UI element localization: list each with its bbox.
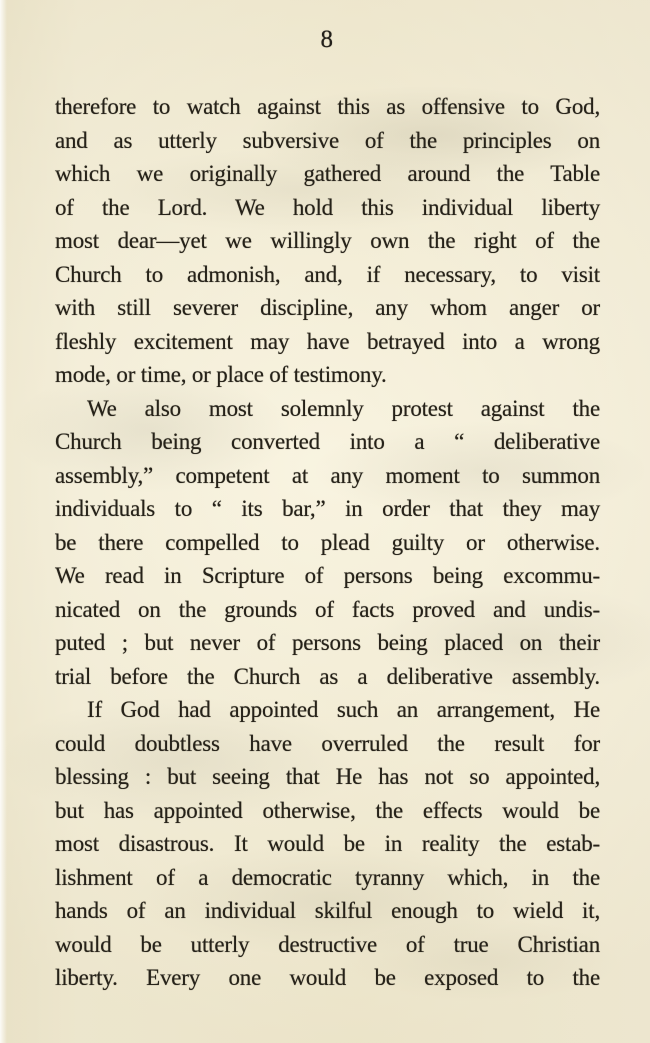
text-line: hands of an individual skilful enough to wield it, [55, 898, 600, 923]
paragraph-1 [55, 90, 600, 392]
body-text-block [55, 90, 600, 995]
text-line: We also most solemnly protest against the [87, 395, 600, 421]
scan-edge-artifact [0, 0, 7, 1043]
text-line: trial before the Church as a deliberative assembly. [55, 663, 600, 689]
text-line: fleshly excitement may have betrayed into a wrong [55, 328, 600, 354]
text-line: with still severer discipline, any whom anger or [55, 295, 600, 320]
text-line: would be utterly destructive of true Christian [55, 931, 600, 957]
text-line: We read in Scripture of persons being excommu- [55, 563, 600, 588]
text-line: nicated on the grounds of facts proved and undis- [55, 596, 600, 622]
text-line: individuals to “ its bar,” in order that they may [55, 496, 600, 521]
text-line: be there compelled to plead guilty or otherwise. [55, 529, 600, 555]
text-line: Church being converted into a “ deliberative [55, 429, 600, 454]
text-line: most dear—yet we willingly own the right of the [55, 228, 600, 253]
text-line: could doubtless have overruled the result for [55, 730, 600, 756]
text-line: of the Lord. We hold this individual liberty [55, 194, 600, 220]
text-line: most disastrous. It would be in reality the estab- [55, 831, 600, 856]
text-line: which we originally gathered around the Table [55, 161, 600, 186]
paragraph-2 [55, 392, 600, 694]
text-line: puted ; but never of persons being placed on their [55, 630, 600, 655]
text-line: therefore to watch against this as offensive to God, [55, 94, 600, 119]
page-number: 8 [320, 26, 334, 53]
text-line: but has appointed otherwise, the effects would be [55, 797, 600, 823]
text-line: assembly,” competent at any moment to summon [55, 462, 600, 488]
text-line: lishment of a democratic tyranny which, in the [55, 864, 600, 890]
text-line: and as utterly subversive of the principles on [55, 127, 600, 153]
text-line: liberty. Every one would be exposed to the [55, 965, 600, 990]
paragraph-3 [55, 693, 600, 995]
text-line: blessing : but seeing that He has not so appointed, [55, 764, 600, 789]
text-line: Church to admonish, and, if necessary, to visit [55, 261, 600, 287]
text-line: If God had appointed such an arrangement, He [87, 697, 600, 722]
text-line: mode, or time, or place of testimony. [55, 362, 387, 387]
